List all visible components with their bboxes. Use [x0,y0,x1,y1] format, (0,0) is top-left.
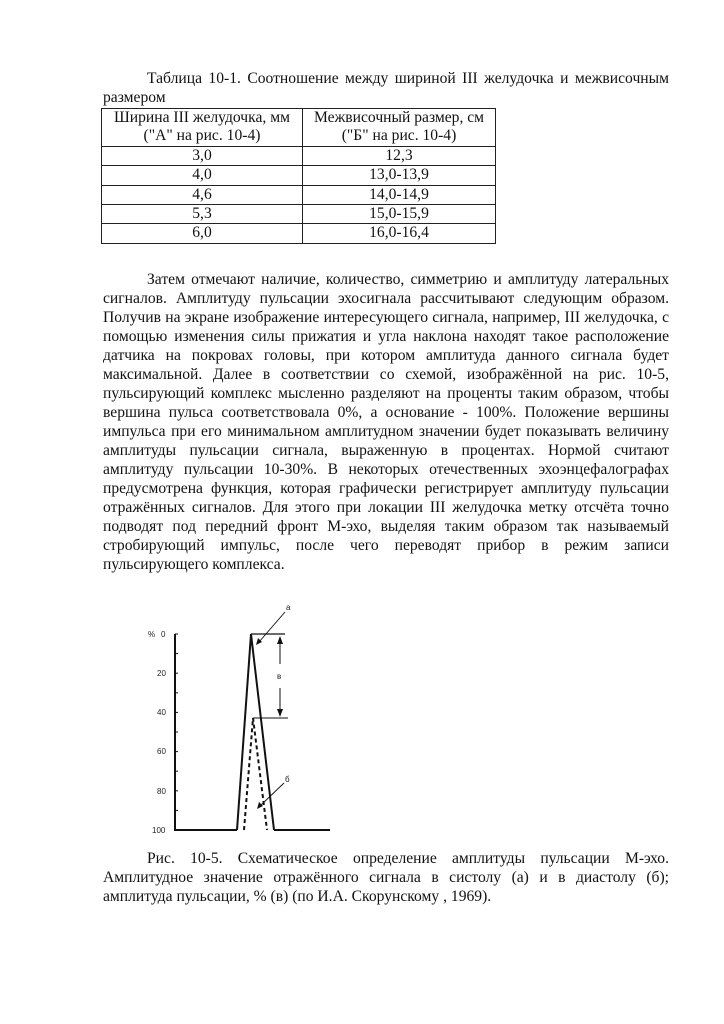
figure-caption [103,849,669,906]
table-row: 5,3 15,0-15,9 [102,205,496,224]
pulsation-figure [140,600,340,840]
tick-label: 60 [157,747,166,756]
figure-caption-text: Схематическое определение амплитуды пульсации М-эхо. Амплитудное значение отражённого сигнала в систолу (а) и в диастолу (б); амплитуда пульсации, % (в) (по И.А. Скорунскому , 1969). [103,850,669,905]
body-paragraph: Затем отмечают наличие, количество, симметрию и амплитуду латеральных сигналов. Амплитуду пульсации эхосигнала рассчитывают следующим образом. Получив на экране изображение интересующего сигнала, например, III желудочка, с помощью изменения силы прижатия и угла наклона находят такое расположение датчика на покровах головы, при котором амплитуда данного сигнала будет максимальной. Далее в соответствии со схемой, изображённой на рис. 10-5, пульсирующий комплекс мысленно разделяют на проценты таким образом, чтобы вершина пульса соответствовала 0%, а основание - 100%. Положение вершины импульса при его минимальном амплитудном значении будет показывать величину амплитуды пульсации сигнала, выраженную в процентах. Нормой считают амплитуду пульсации 10-30%. В некоторых отечественных эхоэнцефалографах предусмотрена функция, которая графически регистрирует амплитуду пульсации отражённых сигналов. Для этого при локации III желудочка метку отсчёта точно подводят под передний фронт М-эхо, выделяя таким образом так называемый стробирующий импульс, после чего переводят прибор в режим записи пульсирующего комплекса. [103,271,669,573]
table-caption-text: Соотношение между шириной III желудочка и межвисочным размером [103,70,669,106]
table-row: 6,0 16,0-16,4 [102,224,496,243]
pulsation-diagram [140,600,340,840]
tick-label: 80 [157,787,166,796]
table-caption [103,69,669,107]
table-row: 4,6 14,0-14,9 [102,185,496,204]
table-row: 4,0 13,0-13,9 [102,166,496,185]
tick-label: 100 [152,826,166,835]
tick-label: 20 [157,669,166,678]
header-cell: Ширина III желудочка, мм ("А" на рис. 10-4) [102,109,303,147]
axis-unit-label: % [148,630,156,639]
ventricle-table [101,108,496,244]
label-a: а [286,603,291,612]
header-cell: Межвисочный размер, см ("Б" на рис. 10-4) [303,109,496,147]
table-row: 3,0 12,3 [102,146,496,165]
tick-label: 40 [157,708,166,717]
label-v: в [277,672,282,681]
figure-caption-label: Рис. 10-5. [147,850,223,867]
tick-label: 0 [161,630,166,639]
table-header-row [102,109,496,147]
label-b: б [285,775,290,784]
table-caption-label: Таблица 10-1. [147,70,241,87]
